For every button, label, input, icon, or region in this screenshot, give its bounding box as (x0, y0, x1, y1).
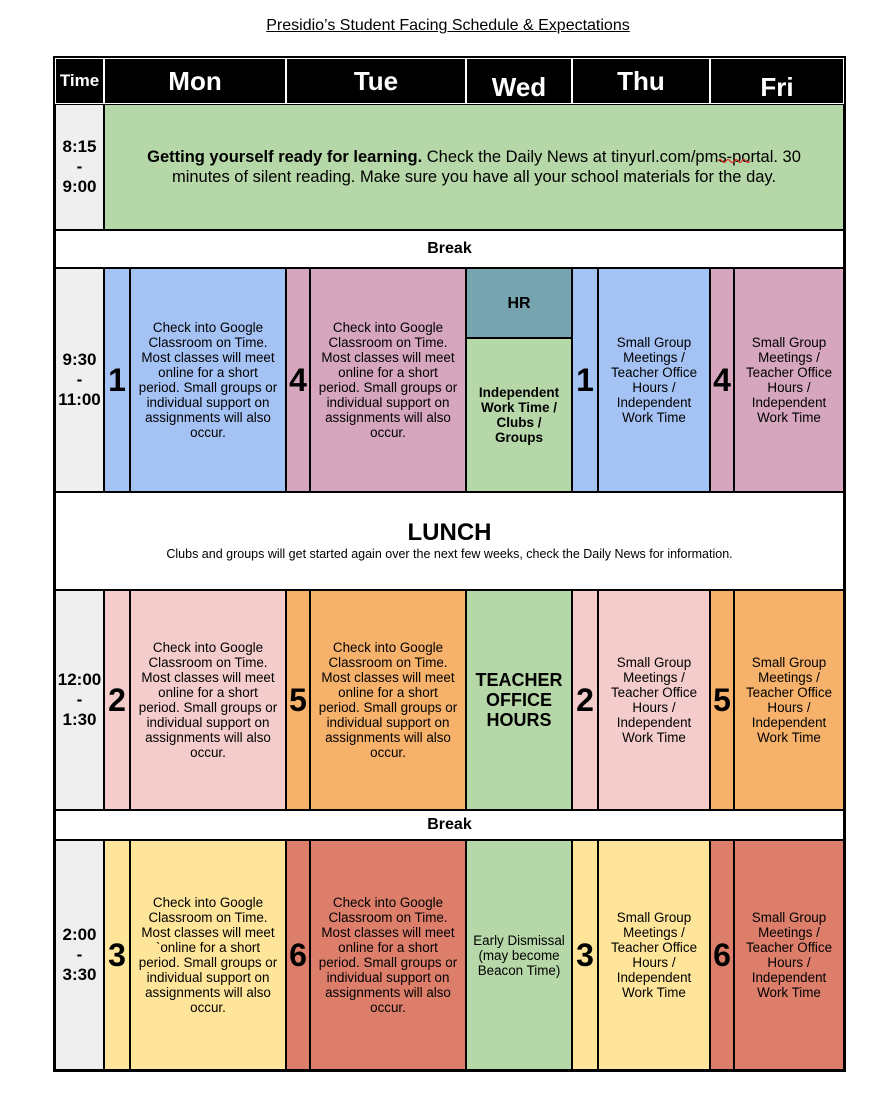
small-group-description: Small Group Meetings / Teacher Office Hours / Independent Work Time (734, 590, 844, 810)
period-description: Check into Google Classroom on Time. Most classes will meet online for a short period. Small groups or individual support on assignments will also occur. (130, 268, 286, 492)
spellcheck-squiggle (718, 158, 752, 164)
header-time: Time (55, 58, 104, 104)
wed-hr (466, 268, 572, 338)
time-start: 8:15 (62, 137, 97, 156)
period-description: Check into Google Classroom on Time. Most classes will meet online for a short period. Small groups or individual support on assignments will also occur. (130, 590, 286, 810)
period-number: 1 (104, 268, 130, 492)
period-description: Check into Google Classroom on Time. Most classes will meet `online for a short period. Small groups or individual support on assignments will also occur. (130, 840, 286, 1070)
wed-early-dismissal: Early Dismissal (may become Beacon Time) (466, 840, 572, 1070)
small-group-description: Small Group Meetings / Teacher Office Hours / Independent Work Time (734, 268, 844, 492)
morning-text: Check the Daily News at tinyurl.com/pms-portal. 30 minutes of silent reading. Make sure you have all your school materials for the day. (171, 148, 801, 186)
time-end: 3:30 (62, 965, 97, 984)
period-number: 6 (710, 840, 734, 1070)
header-mon: Mon (104, 58, 286, 104)
time-start: 2:00 (62, 925, 97, 944)
time-block2 (55, 590, 104, 810)
time-dash: - (76, 157, 83, 176)
time-end: 11:00 (58, 390, 101, 409)
lunch-subtitle: Clubs and groups will get started again over the next few weeks, check the Daily News for information. (166, 547, 733, 561)
header-tue: Tue (286, 58, 466, 104)
wed-independent (466, 338, 572, 492)
small-group-description: Small Group Meetings / Teacher Office Hours / Independent Work Time (598, 840, 710, 1070)
time-dash: - (76, 690, 83, 709)
period-description: Check into Google Classroom on Time. Most classes will meet online for a short period. Small groups or individual support on assignments will also occur. (310, 840, 466, 1070)
time-dash: - (76, 370, 83, 389)
time-start: 12:00 (57, 670, 102, 689)
small-group-description: Small Group Meetings / Teacher Office Hours / Independent Work Time (598, 590, 710, 810)
period-number: 4 (286, 268, 310, 492)
break-row: Break (55, 230, 844, 268)
period-number: 5 (286, 590, 310, 810)
period-number: 6 (286, 840, 310, 1070)
time-block3 (55, 840, 104, 1070)
period-description: Check into Google Classroom on Time. Most classes will meet online for a short period. Small groups or individual support on assignments will also occur. (310, 590, 466, 810)
period-number: 3 (572, 840, 598, 1070)
period-number: 2 (104, 590, 130, 810)
time-start: 9:30 (62, 350, 97, 369)
time-end: 9:00 (62, 177, 97, 196)
header-fri: Fri (710, 58, 844, 104)
hr-label: HR (507, 294, 531, 312)
period-number: 1 (572, 268, 598, 492)
morning-bold: Getting yourself ready for learning. (147, 148, 423, 166)
time-block1 (55, 268, 104, 492)
period-number: 4 (710, 268, 734, 492)
independent-label: Independent Work Time / Clubs / Groups (478, 385, 560, 445)
time-end: 1:30 (62, 710, 97, 729)
time-morning (55, 104, 104, 230)
small-group-description: Small Group Meetings / Teacher Office Hours / Independent Work Time (598, 268, 710, 492)
time-dash: - (76, 945, 83, 964)
header-thu: Thu (572, 58, 710, 104)
office-hours-label: TEACHER OFFICE HOURS (475, 670, 563, 730)
schedule-table (53, 56, 846, 1072)
page-title: Presidio’s Student Facing Schedule & Expectations (266, 17, 630, 34)
wed-office-hours (466, 590, 572, 810)
period-description: Check into Google Classroom on Time. Most classes will meet online for a short period. Small groups or individual support on assignments will also occur. (310, 268, 466, 492)
lunch-row (55, 492, 844, 590)
small-group-description: Small Group Meetings / Teacher Office Hours / Independent Work Time (734, 840, 844, 1070)
lunch-title: LUNCH (407, 519, 492, 546)
period-number: 5 (710, 590, 734, 810)
header-wed: Wed (466, 58, 572, 104)
period-number: 3 (104, 840, 130, 1070)
break-row: Break (55, 810, 844, 840)
period-number: 2 (572, 590, 598, 810)
morning-routine (104, 104, 844, 230)
